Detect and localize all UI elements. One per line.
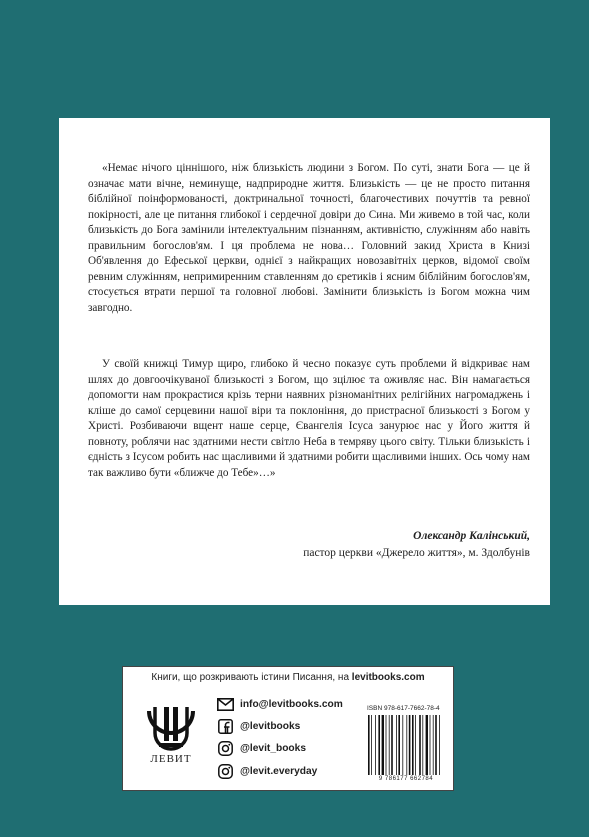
publisher-tagline bbox=[123, 672, 453, 683]
instagram-contact-2[interactable] bbox=[217, 762, 317, 780]
levit-logo-icon bbox=[143, 703, 199, 751]
tagline-site[interactable]: levitbooks.com bbox=[351, 672, 425, 683]
quote-paragraph-1: «Немає нічого ціннішого, ніж близькість людини з Богом. По суті, знати Бога — це й означає мати вічне, неминуще, надприродне життя. Близькість — це не просто питання біблійної поінформованості, доктринальної точності, благочестивих почуттів та ревної покірності, але це питання глибокої і сердечної довіри до Сина. Ми живемо в той час, коли близькість до Бога замінили інтелектуальним пізнанням, активністю, служінням або навіть правильним богослов'ям. І ця проблема не нова… Головний закид Христа в Книзі Об'явлення до Ефеської церкви, однієї з найкращих новозавітніх церков, відомої своїм ревним служінням, непримиренним ставленням до єретиків і ясним біблійним богослов'ям, стосується втрати першої та головної любові. Замінити близькість із Богом можна чим завгодно. bbox=[88, 162, 530, 314]
instagram-contact-1[interactable] bbox=[217, 739, 306, 757]
signature bbox=[303, 528, 530, 562]
logo-text: ЛЕВИТ bbox=[150, 753, 192, 765]
instagram-icon bbox=[217, 740, 234, 757]
tagline-text: Книги, що розкривають істини Писання, на bbox=[151, 672, 352, 683]
instagram-icon bbox=[217, 763, 234, 780]
email-text[interactable]: info@levitbooks.com bbox=[240, 698, 343, 710]
envelope-icon bbox=[217, 696, 234, 713]
facebook-text[interactable]: @levitbooks bbox=[240, 720, 301, 732]
facebook-contact[interactable] bbox=[217, 717, 300, 735]
levit-logo bbox=[143, 703, 199, 773]
isbn-label: ISBN 978-617-7662-78-4 bbox=[367, 705, 440, 712]
instagram-text-2[interactable]: @levit.everyday bbox=[240, 765, 318, 777]
barcode-digits: 9 786177 662784 bbox=[378, 776, 434, 782]
quote-panel bbox=[59, 118, 550, 605]
publisher-box bbox=[122, 666, 454, 791]
email-contact[interactable] bbox=[217, 695, 343, 713]
signature-name: Олександр Калінський, bbox=[413, 530, 530, 542]
facebook-icon bbox=[217, 718, 234, 735]
barcode-icon bbox=[367, 715, 445, 775]
signature-role: пастор церкви «Джерело життя», м. Здолбунів bbox=[303, 547, 530, 559]
instagram-text-1[interactable]: @levit_books bbox=[240, 742, 306, 754]
quote-paragraph-2: У своїй книжці Тимур щиро, глибоко й чесно показує суть проблеми й відкриває нам шлях до довгоочікуваної близькості з Богом, що зцілює та оживляє нас. Він намагається допомогти нам прокрастися крізь терни наявних різноманітних релігійних нагромаджень і кліше до самої серцевини нашої віри та поклоніння, до пристрасної близькості з Богом у Христі. Розбиваючи вщент наше серце, Євангелія Ісуса занурює нас у Його життя й повноту, роблячи нас здатними нести світло Неба в темряву цього світу. Тільки близькість і єдність з Ісусом робить нас щасливими й здатними робити щасливими інших. Ось чому нам так важливо бути «ближче до Тебе»…» bbox=[88, 358, 530, 479]
